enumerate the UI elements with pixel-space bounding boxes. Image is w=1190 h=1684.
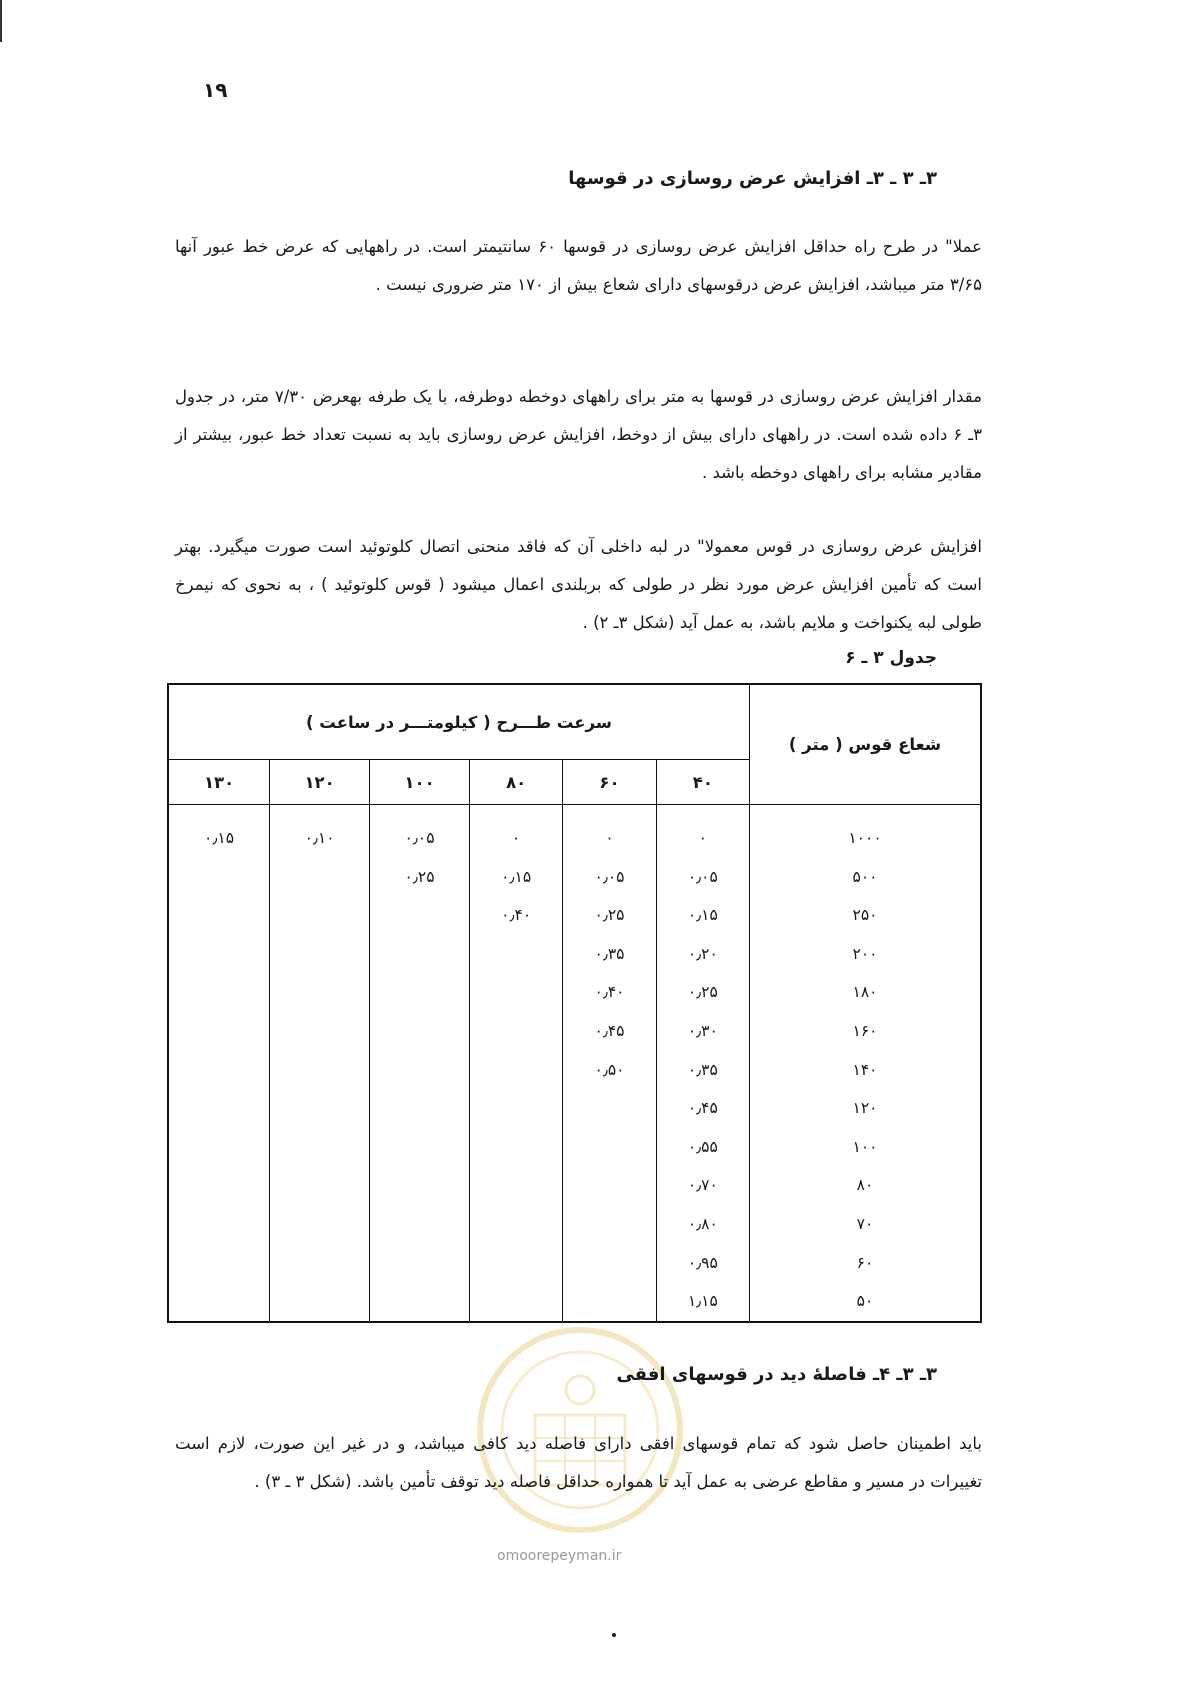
speed-header-120: ۱۲۰ <box>270 760 370 805</box>
speed-header-60: ۶۰ <box>563 760 656 805</box>
speed-header-130: ۱۳۰ <box>168 760 270 805</box>
paragraph-1: عملا" در طرح راه حداقل افزایش عرض روسازی در قوسها ۶۰ سانتیمتر است. در راههایی که عرض خط عبور آنها ۳/۶۵ متر میباشد، افزایش عرض درقوسهای دارای شعاع بیش از ۱۷۰ متر ضروری نیست . <box>175 237 983 294</box>
table-caption: جدول ۳ ـ ۶ <box>845 648 937 668</box>
widening-value-cell: ۰٫۴۵ <box>687 1099 718 1118</box>
widening-value-cell: ۰٫۸۰ <box>687 1214 718 1233</box>
widening-value-cell: ۰٫۳۵ <box>687 1060 718 1079</box>
widening-value-cell: ۰٫۱۵ <box>687 906 718 925</box>
paragraph-3: افزایش عرض روسازی در قوس معمولا" در لبه داخلی آن که فاقد منحنی اتصال کلوتوئید است صورت میگیرد. بهتر است که تأمین افزایش عرض مورد نظر در طولی که بربلندی اعمال میشود ( قوس کلوتوئید ) ، به نحوی که نیمرخ طولی لبه یکنواخت و ملایم باشد، به عمل آید (شکل ۳ـ ۲) . <box>175 537 982 632</box>
widening-value-cell: ۰٫۲۰ <box>687 944 718 963</box>
widening-value-cell: ۰٫۲۵ <box>404 867 435 886</box>
radius-cell: ۱۴۰ <box>852 1060 878 1079</box>
radius-cell: ۱۰۰۰ <box>848 829 882 847</box>
widening-value-cell: ۰٫۴۰ <box>501 906 532 925</box>
radius-cell: ۱۰۰ <box>852 1137 878 1156</box>
radius-cell: ۵۰ <box>856 1292 874 1311</box>
widening-value-cell: ۰٫۳۵ <box>594 944 625 963</box>
watermark-url: omoorepeyman.ir <box>497 1548 622 1564</box>
widening-value-cell: ۰٫۱۰ <box>304 829 335 847</box>
radius-speed-table <box>167 683 982 1323</box>
widening-value-cell: ۰٫۵۵ <box>687 1137 718 1156</box>
page-dot <box>612 1633 616 1637</box>
radius-cell: ۸۰ <box>856 1176 874 1195</box>
radius-cell: ۶۰ <box>856 1253 874 1272</box>
radius-cell: ۵۰۰ <box>852 867 878 886</box>
radius-cell: ۲۰۰ <box>852 944 878 963</box>
widening-value-cell: ۰٫۲۵ <box>687 983 718 1002</box>
widening-value-cell: ۰٫۵۰ <box>594 1060 625 1079</box>
paragraph-4: باید اطمینان حاصل شود که تمام قوسهای افقی دارای فاصله دید کافی میباشد، و در غیر این صورت، لازم است تغییرات در مسیر و مقاطع عرضی به عمل آید تا همواره حداقل فاصله دید توقف تأمین باشد. (شکل ۳ ـ ۳) . <box>175 1434 982 1491</box>
widening-value-cell: ۱٫۱۵ <box>687 1292 718 1311</box>
widening-value-cell: ۰٫۱۵ <box>204 829 235 847</box>
speed-130-column <box>168 805 270 1322</box>
paragraph-2: مقدار افزایش عرض روسازی در قوسها به متر برای راههای دوخطه دوطرفه، با یک طرفه بهعرض ۷/۳۰ متر، در جدول ۳ـ ۶ داده شده است. در راههای دارای بیش از دوخط، افزایش عرض روسازی باید به نسبت تعداد خط عبور، بیشتر از مقادیر مشابه برای راههای دوخطه باشد . <box>175 387 982 482</box>
section-heading: ۳ـ ۳ ـ ۳ـ افزایش عرض روسازی در قوسها <box>568 168 937 189</box>
widening-value-cell: ۰ <box>698 829 707 847</box>
widening-value-cell: ۰ <box>512 829 521 847</box>
radius-cell: ۱۸۰ <box>852 983 878 1002</box>
radius-cell: ۱۶۰ <box>852 1021 878 1040</box>
widening-value-cell: ۰ <box>605 829 614 847</box>
speed-100-column <box>370 805 470 1322</box>
widening-value-cell: ۰٫۰۵ <box>594 867 625 886</box>
widening-value-cell: ۰٫۹۵ <box>687 1253 718 1272</box>
widening-value-cell: ۰٫۳۰ <box>687 1021 718 1040</box>
radius-cell: ۷۰ <box>856 1214 874 1233</box>
widening-value-cell: ۰٫۷۰ <box>687 1176 718 1195</box>
radius-cell: ۱۲۰ <box>852 1099 878 1118</box>
speed-header-40: ۴۰ <box>656 760 749 805</box>
section-heading-2: ۳ـ ۳ـ ۴ـ فاصلهٔ دید در قوسهای افقی <box>616 1364 937 1385</box>
radius-column-header: شعاع قوس ( متر ) <box>750 684 982 805</box>
speed-header-80: ۸۰ <box>470 760 563 805</box>
widening-value-cell: ۰٫۴۵ <box>594 1021 625 1040</box>
speed-120-column <box>270 805 370 1322</box>
widening-value-cell: ۰٫۱۵ <box>501 867 532 886</box>
widening-table <box>167 683 982 1311</box>
widening-value-cell: ۰٫۰۵ <box>687 867 718 886</box>
speed-80-column <box>470 805 563 1322</box>
speed-group-header: سرعت طـــرح ( کیلومتـــر در ساعت ) <box>168 684 750 760</box>
widening-value-cell: ۰٫۲۵ <box>594 906 625 925</box>
speed-header-100: ۱۰۰ <box>370 760 470 805</box>
radius-column <box>750 805 982 1322</box>
radius-cell: ۲۵۰ <box>852 906 878 925</box>
speed-60-column <box>563 805 656 1322</box>
widening-value-cell: ۰٫۰۵ <box>404 829 435 847</box>
widening-value-cell: ۰٫۴۰ <box>594 983 625 1002</box>
page-number: ۱۹ <box>203 78 228 102</box>
speed-40-column <box>656 805 749 1322</box>
page-edge-mark <box>0 0 2 42</box>
